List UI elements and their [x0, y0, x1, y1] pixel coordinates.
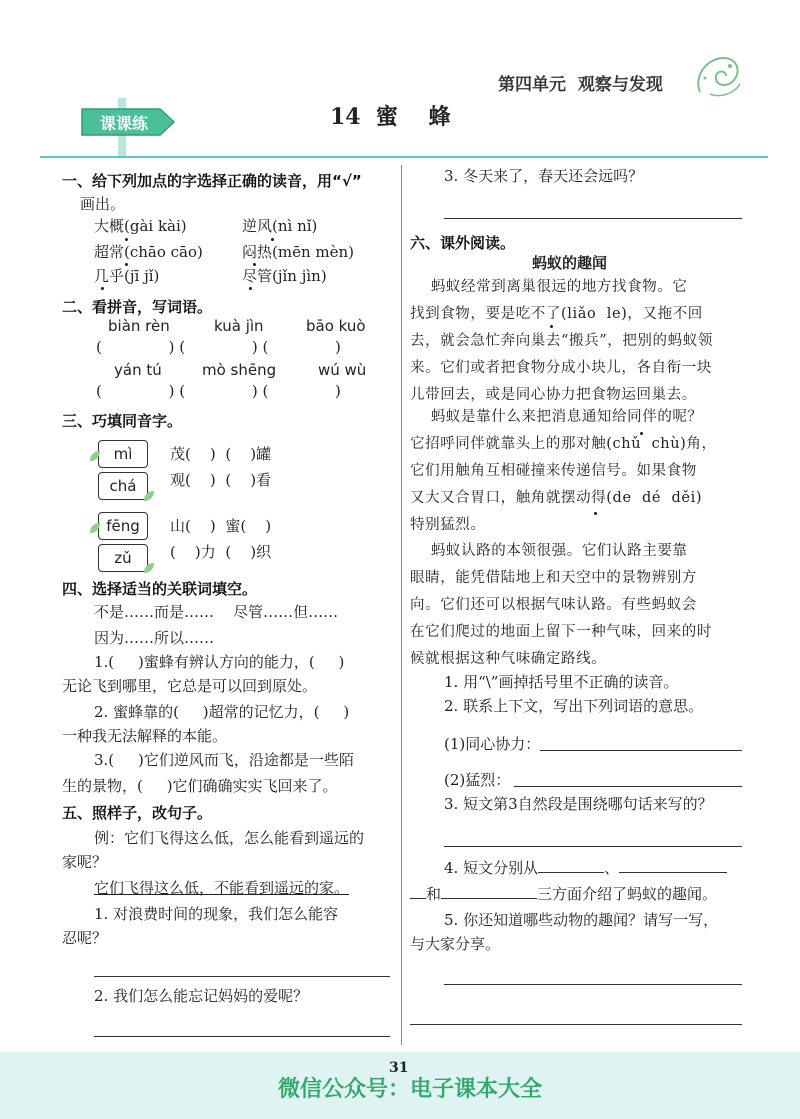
answer-line[interactable] [444, 218, 742, 219]
s1-item: 超常(chāo cāo) [94, 243, 203, 261]
leaf-icon [142, 488, 156, 507]
s5-example-answer: 它们飞得这么低，不能看到遥远的家。 [94, 879, 350, 897]
pinyin: kuà jìn [214, 317, 264, 335]
emphasis-dot [101, 287, 104, 290]
pinyin-tag-mi: mì [98, 440, 148, 468]
s4-q1[interactable]: 1.( )蜜蜂有辨认方向的能力，( ) [94, 653, 345, 671]
homophone-line[interactable]: 山( ) 蜜( ) [170, 517, 272, 535]
section1-title: 一、给下列加点的字选择正确的读音，用“√” [62, 172, 362, 190]
text-line: 在它们爬过的地面上留下一种气味，回来的时 [410, 624, 712, 640]
pinyin-tag-zu: zǔ [98, 544, 148, 572]
s5-q2: 2. 我们怎么能忘记妈妈的爱呢？ [94, 987, 309, 1005]
text-line: 找到食物，要是吃不了(liǎo le)，又拖不回 [410, 306, 703, 322]
lesson-title: 14 蜜 蜂 [330, 104, 451, 130]
text-line: 蚂蚁经常到离巢很远的地方找食物。它 [410, 279, 688, 295]
wechat-watermark: 微信公众号：电子课本大全 [278, 1077, 543, 1102]
homophone-line[interactable]: 茂( ) ( )罐 [170, 445, 272, 463]
s6-q4-cont [410, 882, 717, 904]
homophone-line[interactable]: ( )力 ( )织 [170, 543, 272, 561]
answer-line[interactable] [540, 750, 742, 751]
q4-text: 4. 短文分别从 [444, 859, 539, 877]
section2-title: 二、看拼音，写词语。 [62, 298, 213, 316]
emphasis-dot [253, 263, 256, 266]
answer-box[interactable]: ( ) ( ) ( ) [96, 382, 341, 400]
connector-options: 因为……所以…… [94, 629, 215, 647]
homophone-line[interactable]: 观( ) ( )看 [170, 471, 272, 489]
emphasis-dot [249, 287, 252, 290]
s6-q3: 3. 短文第3自然段是围绕哪句话来写的？ [444, 795, 713, 813]
s5-example: 家呢？ [62, 853, 108, 871]
s6-q5: 5. 你还知道哪些动物的趣闻？请写一写， [444, 911, 719, 929]
leaf-icon [88, 448, 102, 467]
s4-q2[interactable]: 2. 蜜蜂靠的( )超常的记忆力，( ) [94, 703, 350, 721]
s4-q1: 无论飞到哪里，它总是可以回到原处。 [62, 677, 318, 695]
q4-blank[interactable] [441, 882, 537, 899]
s6-q2: 2. 联系上下文，写出下列词语的意思。 [444, 697, 704, 715]
emphasis-dot [271, 238, 274, 241]
q4-blank[interactable] [410, 882, 426, 899]
s1-item: 几乎(jī jǐ) [94, 267, 160, 285]
text-line: 来。它们或者把食物分成小块儿，各自衔一块 [410, 360, 712, 376]
article-para-2 [410, 404, 717, 539]
text-line: 蚂蚁认路的本领很强。它们认路主要靠 [410, 543, 688, 559]
s6-q2b: (2)猛烈： [444, 771, 511, 789]
pinyin-tag-cha: chá [98, 472, 148, 500]
topic-text: 观察与发现 [577, 75, 663, 95]
s6-q1: 1. 用“\”画掉括号里不正确的读音。 [444, 673, 679, 691]
emphasis-dot [594, 512, 597, 515]
s6-q4 [444, 856, 727, 878]
answer-line[interactable] [444, 984, 742, 985]
article-para-3 [410, 538, 712, 673]
section3-title: 三、巧填同音字。 [62, 412, 183, 430]
badge-label: 课课练 [99, 114, 148, 133]
pinyin: bāo kuò [306, 317, 366, 335]
s1-item: 逆风(nì nǐ) [242, 217, 318, 235]
page-number: 31 [389, 1060, 409, 1076]
q4-blank[interactable] [619, 856, 727, 873]
pinyin-tag-feng: fēng [98, 512, 148, 540]
answer-line[interactable] [94, 976, 390, 977]
answer-line[interactable] [444, 846, 742, 847]
emphasis-dot [550, 325, 553, 328]
s1-item: 大概(gài kài) [94, 217, 187, 235]
emphasis-dot [125, 238, 128, 241]
leaf-icon [142, 560, 156, 579]
s6-q5: 与大家分享。 [410, 935, 501, 953]
section4-title: 四、选择适当的关联词填空。 [62, 580, 258, 598]
answer-line[interactable] [514, 786, 742, 787]
header-rule [40, 156, 768, 158]
text-line: 特别猛烈。 [410, 517, 486, 533]
section5-title: 五、照样子，改句子。 [62, 804, 213, 822]
article-title: 蚂蚁的趣闻 [532, 254, 608, 272]
pinyin: mò shēng [202, 361, 277, 379]
answer-line[interactable] [410, 1024, 742, 1025]
emphasis-dot [640, 432, 643, 435]
s4-q3[interactable]: 生的景物，( )它们确确实实飞回来了。 [62, 777, 338, 795]
answer-box[interactable]: ( ) ( ) ( ) [96, 338, 341, 356]
header-swirl-decoration [690, 48, 746, 104]
text-line: 向。它们还可以根据气味认路。有些蚂蚁会 [410, 597, 697, 613]
s4-q2: 一种我无法解释的本能。 [62, 727, 228, 745]
s5-q1: 1. 对浪费时间的现象，我们怎么能容 [94, 905, 339, 923]
s1-item: 尽管(jǐn jìn) [242, 267, 327, 285]
pinyin: wú wù [318, 361, 367, 379]
s1-item: 闷热(mēn mèn) [242, 243, 354, 261]
s5-q1: 忍呢？ [62, 929, 108, 947]
text-line: 眼睛，能凭借陆地上和天空中的景物辨别方 [410, 570, 697, 586]
text-line: 候就根据这种气味确定路线。 [410, 651, 607, 667]
pinyin: biàn rèn [108, 317, 170, 335]
text-line: 蚂蚁是靠什么来把消息通知给同伴的呢？ [410, 409, 703, 425]
article-para-1 [410, 274, 713, 409]
q4-text-end: 三方面介绍了蚂蚁的趣闻。 [537, 885, 718, 903]
q4-blank[interactable] [538, 856, 604, 873]
s4-q3[interactable]: 3.( )它们逆风而飞，沿途都是一些陌 [94, 751, 354, 769]
section1-title-cont: 画出。 [80, 195, 126, 213]
pinyin: yán tú [114, 361, 162, 379]
connector-options: 不是……而是…… 尽管……但…… [94, 603, 339, 621]
text-line: 又大又合胃口，触角就摆动得(de dé děi) [410, 490, 703, 506]
text-line: 它招呼同伴就靠头上的那对触(chǔ chù)角， [410, 436, 717, 452]
text-line: 儿带回去，或是同心协力把食物运回巢去。 [410, 387, 697, 403]
column-divider [401, 165, 402, 1045]
leaf-icon [88, 520, 102, 539]
text-line: 它们用触角互相碰撞来传递信号。如果食物 [410, 463, 697, 479]
text-line: 去，就会急忙奔向巢去“搬兵”，把别的蚂蚁领 [410, 333, 713, 349]
q4-and: 和 [426, 885, 442, 903]
s5-q3: 3. 冬天来了，春天还会远吗？ [444, 167, 644, 185]
answer-line[interactable] [94, 1036, 390, 1037]
unit-label [498, 70, 663, 95]
section6-title: 六、课外阅读。 [410, 234, 516, 252]
emphasis-dot [125, 263, 128, 266]
s6-q2a: (1)同心协力： [444, 735, 541, 753]
q4-separator: 、 [604, 859, 620, 877]
unit-text: 第四单元 [498, 75, 566, 95]
s5-example: 例：它们飞得这么低，怎么能看到遥远的 [94, 829, 365, 847]
